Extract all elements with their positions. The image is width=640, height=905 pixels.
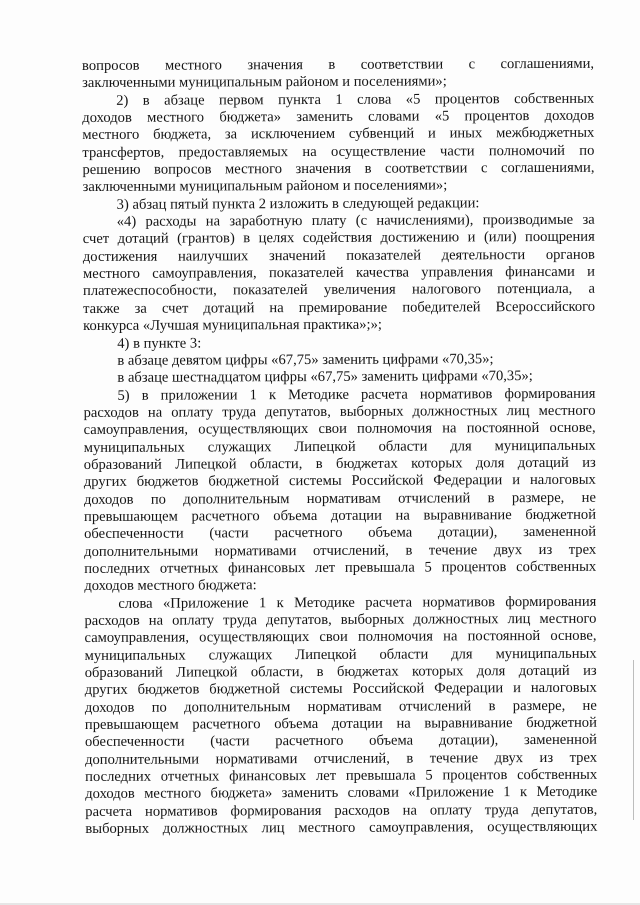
- text-line: последних отчетных финансовых лет превышала 5 процентов собственных: [84, 558, 597, 577]
- text-line: других бюджетов бюджетной системы Российской Федерации и налоговых: [83, 472, 596, 491]
- text-line: дополнительными нормативами отчислений, в течение двух из трех: [84, 541, 597, 560]
- text-line: последних отчетных финансовых лет превышала 5 процентов собственных: [85, 766, 598, 786]
- text-line: образований Липецкой области, в бюджетах которых доля дотаций из: [83, 454, 596, 473]
- text-line: местного бюджета, за исключением субвенций и иных межбюджетных: [82, 125, 595, 144]
- text-line: обеспеченности (части расчетного объема дотации), замененной: [84, 524, 597, 543]
- text-line: местного самоуправления, показателей качества управления финансами и: [82, 263, 595, 283]
- paragraph-start: 4) в пункте 3:: [117, 334, 202, 352]
- text-line: расходов на оплату труда депутатов, выборных должностных лиц местного: [83, 402, 596, 421]
- text-line: заключенными муниципальным районом и поселениями»;: [82, 73, 447, 92]
- text-line: платежеспособности, показателей увеличения налогового потенциала, а: [82, 281, 596, 300]
- paragraph-start: «4) расходы на заработную плату (с начислениями), производимые за: [116, 211, 595, 230]
- paragraph-start: в абзаце девятом цифры «67,75» заменить цифрами «70,35»;: [117, 351, 494, 369]
- text-line: доходов по дополнительным нормативам отчислений в размере, не: [83, 489, 596, 508]
- text-line: самоуправления, осуществляющих свои полномочия на постоянной основе,: [84, 628, 597, 647]
- text-line: выборных должностных лиц местного самоуправления, осуществляющих: [85, 818, 598, 838]
- text-line: муниципальных служащих Липецкой области для муниципальных: [84, 645, 597, 664]
- text-line: заключенными муниципальным районом и поселениями»;: [82, 177, 448, 196]
- text-line: превышающем расчетного объема дотации на выравнивание бюджетной: [83, 506, 597, 525]
- text-line: превышающем расчетного объема дотации на выравнивание бюджетной: [84, 714, 597, 734]
- text-line: обеспеченности (части расчетного объема дотации), замененной: [84, 732, 598, 751]
- scan-edge-mark: [633, 660, 634, 820]
- text-line: доходов местного бюджета» заменить словами «Приложение 1 к Методике: [85, 784, 598, 803]
- paragraph-start: 2) в абзаце первом пункта 1 слова «5 процентов собственных: [116, 90, 595, 109]
- paragraph-start: 5) в приложении 1 к Методике расчета нормативов формирования: [117, 385, 596, 404]
- text-line: достижения наилучших значений показателей деятельности органов: [82, 246, 595, 265]
- text-line: расходов на оплату труда депутатов, выборных должностных лиц местного: [84, 610, 597, 629]
- text-line: муниципальных служащих Липецкой области для муниципальных: [83, 437, 596, 456]
- text-line: конкурса «Лучшая муниципальная практика»;»;: [83, 316, 382, 335]
- text-line: образований Липецкой области, в бюджетах которых доля дотаций из: [84, 662, 597, 682]
- paragraph-start: в абзаце шестнадцатом цифры «67,75» заменить цифрами «70,35»;: [117, 368, 533, 387]
- text-line: расчета нормативов формирования расходов на оплату труда депутатов,: [85, 801, 598, 820]
- document-body: [82, 56, 597, 839]
- text-line: доходов местного бюджета» заменить словами «5 процентов доходов: [82, 107, 595, 127]
- text-line: других бюджетов бюджетной системы Российской Федерации и налоговых: [84, 680, 597, 699]
- text-line: трансфертов, предоставляемых на осуществление части полномочий по: [82, 142, 595, 161]
- text-line: самоуправления, осуществляющих свои полномочия на постоянной основе,: [83, 419, 596, 439]
- text-line: решению вопросов местного значения в соответствии с соглашениями,: [82, 159, 595, 179]
- paragraph-start: слова «Приложение 1 к Методике расчета нормативов формирования: [118, 593, 597, 612]
- text-line: доходов местного бюджета:: [84, 577, 257, 595]
- text-line: дополнительными нормативами отчислений, в течение двух из трех: [85, 749, 598, 768]
- text-line: счет дотаций (грантов) в целях содействия достижению и (или) поощрения: [82, 229, 595, 248]
- text-line: также за счет дотаций на премирование победителей Всероссийского: [83, 298, 596, 317]
- paragraph-start: 3) абзац пятый пункта 2 изложить в следующей редакции:: [116, 195, 480, 213]
- text-line: доходов по дополнительным нормативам отчислений в размере, не: [84, 697, 597, 716]
- text-line: вопросов местного значения в соответствии с соглашениями,: [82, 55, 595, 74]
